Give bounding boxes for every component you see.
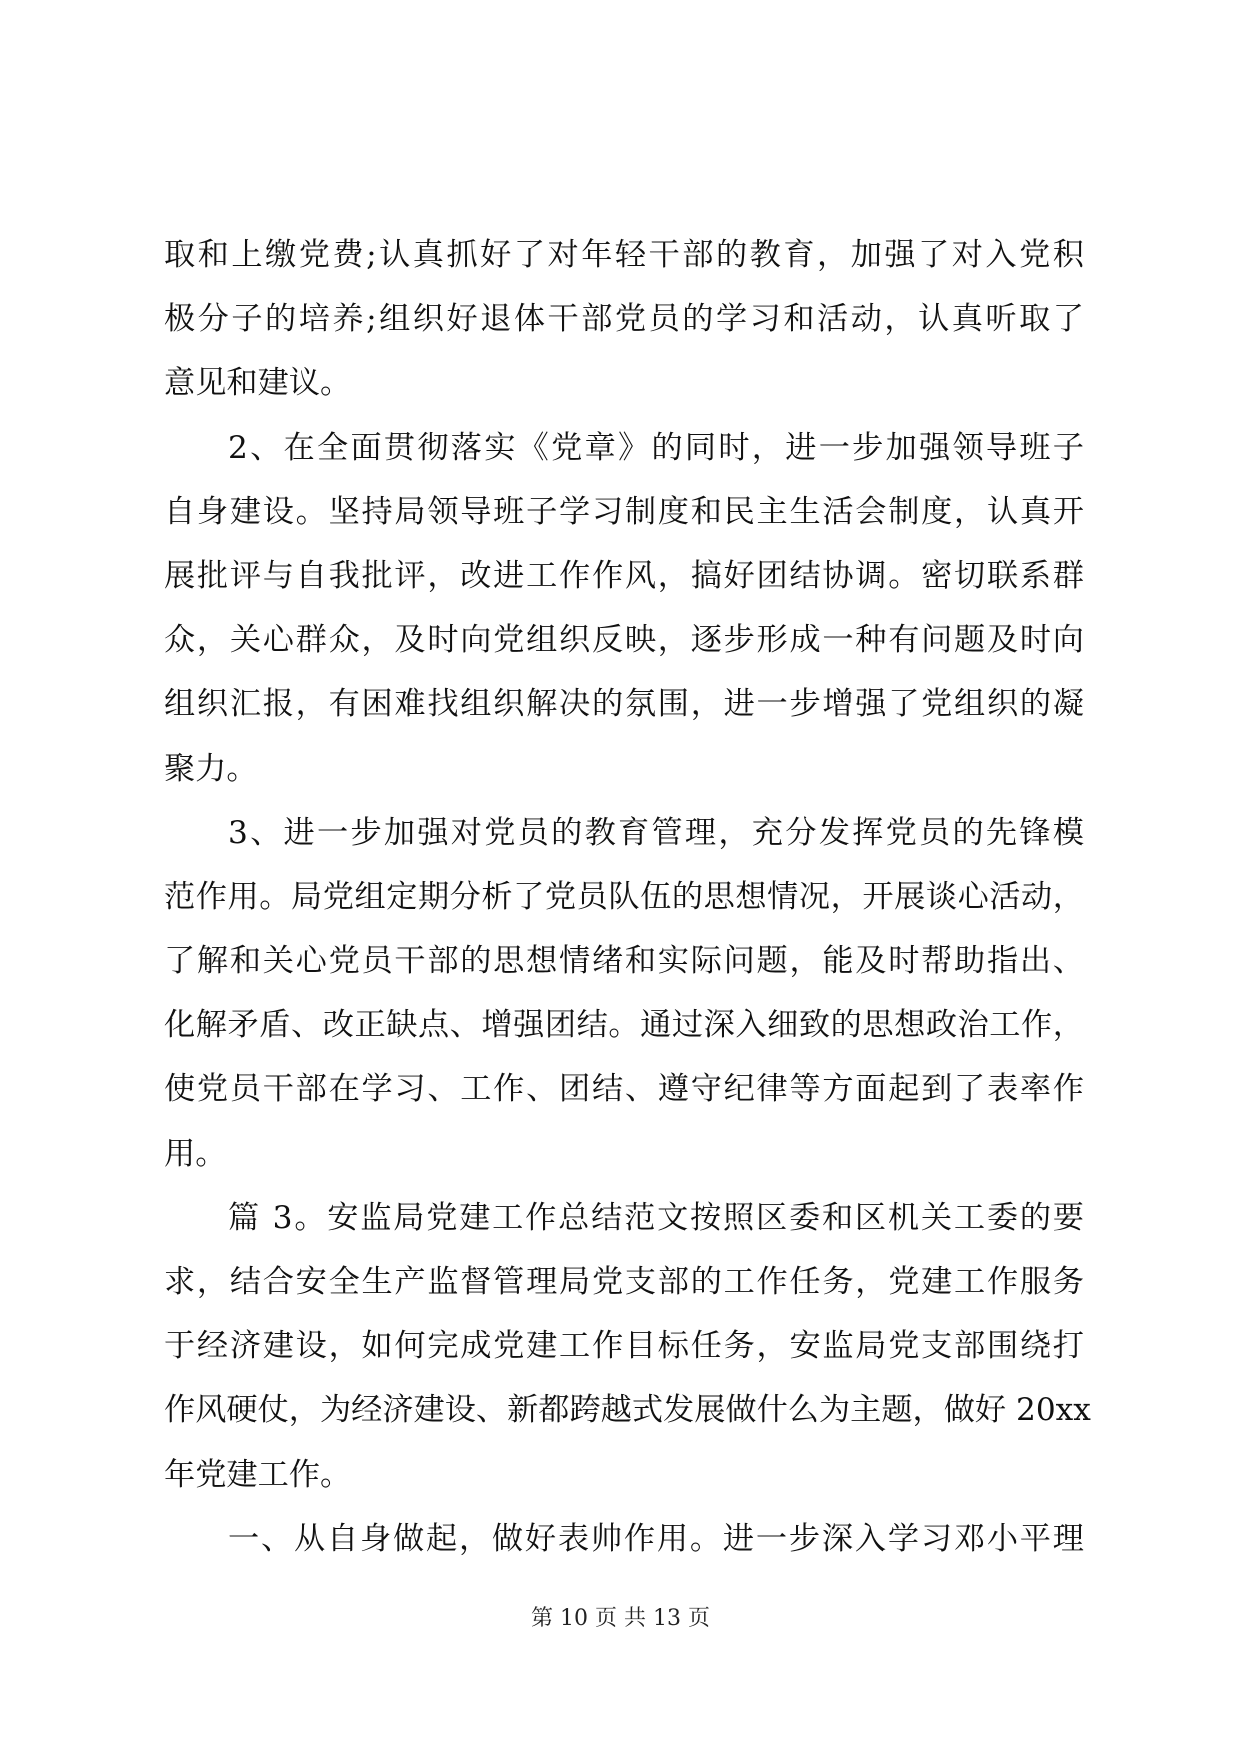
text-line: 一、从自身做起，做好表帅作用。进一步深入学习邓小平理 <box>228 1520 1084 1557</box>
text-line: 求，结合安全生产监督管理局党支部的工作任务，党建工作服务 <box>164 1264 1084 1300</box>
text-line: 聚力。 <box>164 750 258 787</box>
document-body <box>164 228 1091 1576</box>
text-line: 年党建工作。 <box>164 1456 352 1493</box>
text-line: 作风硬仗，为经济建设、新都跨越式发展做什么为主题，做好 20xx <box>164 1392 1091 1429</box>
text-line: 自身建设。坚持局领导班子学习制度和民主生活会制度，认真开 <box>164 493 1084 530</box>
text-line: 篇 3。安监局党建工作总结范文按照区委和区机关工委的要 <box>228 1199 1084 1236</box>
text-line: 极分子的培养;组织好退体干部党员的学习和活动，认真听取了 <box>164 301 1084 338</box>
text-line: 于经济建设，如何完成党建工作目标任务，安监局党支部围绕打 <box>164 1328 1084 1365</box>
text-line: 意见和建议。 <box>164 365 352 402</box>
text-line: 使党员干部在学习、工作、团结、遵守纪律等方面起到了表率作 <box>164 1071 1084 1108</box>
page-number: 第 10 页 共 13 页 <box>531 1606 710 1631</box>
text-line: 组织汇报，有困难找组织解决的氛围，进一步增强了党组织的凝 <box>164 686 1084 723</box>
text-line: 2、在全面贯彻落实《党章》的同时，进一步加强领导班子 <box>228 429 1084 466</box>
text-line: 取和上缴党费;认真抓好了对年轻干部的教育，加强了对入党积 <box>164 237 1084 273</box>
text-line: 3、进一步加强对党员的教育管理，充分发挥党员的先锋模 <box>228 814 1084 851</box>
text-line: 化解矛盾、改正缺点、增强团结。通过深入细致的思想政治工作， <box>164 1007 1084 1044</box>
text-line: 众，关心群众，及时向党组织反映，逐步形成一种有问题及时向 <box>164 622 1084 659</box>
text-line: 用。 <box>164 1135 227 1172</box>
text-line: 了解和关心党员干部的思想情绪和实际问题，能及时帮助指出、 <box>164 943 1084 980</box>
text-line: 展批评与自我批评，改进工作作风，搞好团结协调。密切联系群 <box>164 557 1084 594</box>
text-line: 范作用。局党组定期分析了党员队伍的思想情况，开展谈心活动， <box>164 878 1084 915</box>
